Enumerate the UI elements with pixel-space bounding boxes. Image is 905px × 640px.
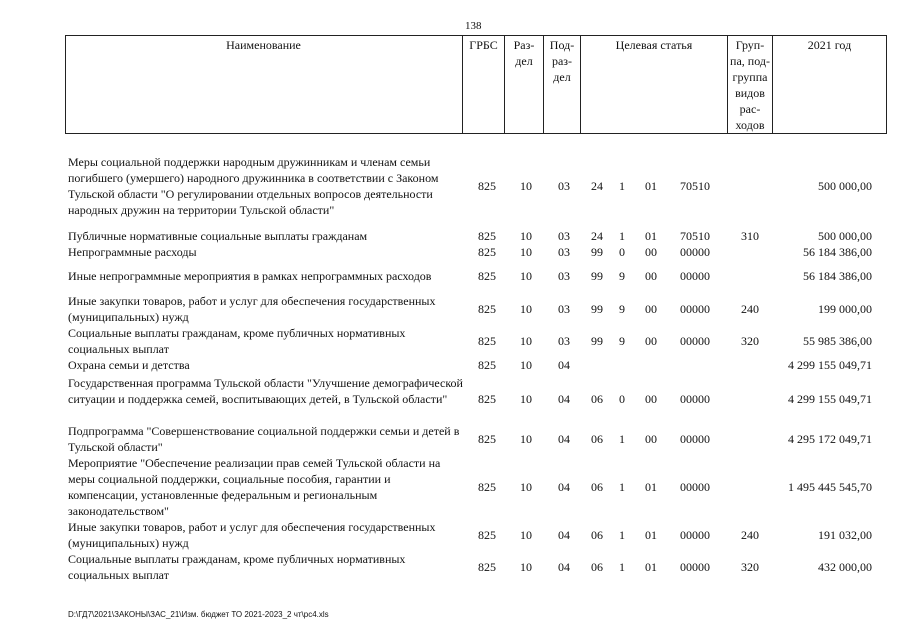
file-path-footer: D:\ГД7\2021\ЗАКОНЫ\ЗАС_21\Изм. бюджет ТО 2021-2023_2 чт\рс4.xls xyxy=(68,610,329,619)
cell-t1: 06 xyxy=(591,392,603,406)
cell-t1: 06 xyxy=(591,528,603,542)
cell-amount: 55 985 386,00 xyxy=(803,334,872,348)
cell-podrazdel: 04 xyxy=(558,392,570,406)
cell-t2: 9 xyxy=(619,334,625,348)
cell-t4: 00000 xyxy=(680,245,710,259)
cell-t2: 1 xyxy=(619,560,625,574)
row-name: Мероприятие "Обеспечение реализации прав семей Тульской области на меры социальной поддержки, социальные пособия, гарантии и компенсации, установленные федеральным и региональным законодательством" xyxy=(68,456,441,518)
cell-podrazdel: 03 xyxy=(558,229,570,243)
cell-t4: 00000 xyxy=(680,432,710,446)
cell-razdel: 10 xyxy=(520,245,532,259)
cell-t4: 00000 xyxy=(680,334,710,348)
cell-amount: 56 184 386,00 xyxy=(803,245,872,259)
cell-grbs: 825 xyxy=(478,302,496,316)
cell-t1: 99 xyxy=(591,302,603,316)
cell-t1: 24 xyxy=(591,229,603,243)
cell-t1: 06 xyxy=(591,480,603,494)
cell-t3: 00 xyxy=(645,432,657,446)
cell-razdel: 10 xyxy=(520,229,532,243)
row-name: Иные непрограммные мероприятия в рамках непрограммных расходов xyxy=(68,269,432,283)
cell-razdel: 10 xyxy=(520,179,532,193)
cell-podrazdel: 04 xyxy=(558,560,570,574)
cell-razdel: 10 xyxy=(520,334,532,348)
row-name: Подпрограмма "Совершенствование социальной поддержки семьи и детей в Тульской области" xyxy=(68,424,460,454)
cell-t2: 1 xyxy=(619,528,625,542)
cell-t4: 00000 xyxy=(680,269,710,283)
cell-t4: 00000 xyxy=(680,560,710,574)
row-name: Социальные выплаты гражданам, кроме публичных нормативных социальных выплат xyxy=(68,552,406,582)
cell-grbs: 825 xyxy=(478,179,496,193)
row-name: Иные закупки товаров, работ и услуг для обеспечения государственных (муниципальных) нужд xyxy=(68,294,436,324)
cell-t2: 9 xyxy=(619,269,625,283)
cell-t1: 99 xyxy=(591,245,603,259)
cell-grbs: 825 xyxy=(478,392,496,406)
cell-grbs: 825 xyxy=(478,560,496,574)
cell-amount: 4 299 155 049,71 xyxy=(788,358,872,372)
cell-t4: 00000 xyxy=(680,528,710,542)
cell-podrazdel: 04 xyxy=(558,528,570,542)
cell-t3: 00 xyxy=(645,245,657,259)
row-name: Непрограммные расходы xyxy=(68,245,197,259)
page-number: 138 xyxy=(465,20,482,32)
cell-razdel: 10 xyxy=(520,269,532,283)
row-name: Охрана семьи и детства xyxy=(68,358,190,372)
cell-t4: 70510 xyxy=(680,229,710,243)
cell-t3: 01 xyxy=(645,560,657,574)
cell-amount: 191 032,00 xyxy=(818,528,872,542)
cell-amount: 4 299 155 049,71 xyxy=(788,392,872,406)
cell-t4: 00000 xyxy=(680,392,710,406)
cell-grbs: 825 xyxy=(478,528,496,542)
header-target: Целевая статья xyxy=(615,38,693,52)
row-name: Иные закупки товаров, работ и услуг для обеспечения государственных (муниципальных) нужд xyxy=(68,520,436,550)
cell-amount: 1 495 445 545,70 xyxy=(788,480,872,494)
cell-t4: 00000 xyxy=(680,480,710,494)
cell-t3: 01 xyxy=(645,179,657,193)
cell-amount: 500 000,00 xyxy=(818,179,872,193)
header-podrazdel: Под- раз- дел xyxy=(549,38,575,84)
cell-t3: 00 xyxy=(645,269,657,283)
cell-podrazdel: 03 xyxy=(558,245,570,259)
cell-t4: 00000 xyxy=(680,302,710,316)
row-name: Социальные выплаты гражданам, кроме публичных нормативных социальных выплат xyxy=(68,326,406,356)
cell-t3: 00 xyxy=(645,334,657,348)
cell-t3: 00 xyxy=(645,302,657,316)
cell-podrazdel: 04 xyxy=(558,358,570,372)
cell-razdel: 10 xyxy=(520,480,532,494)
cell-razdel: 10 xyxy=(520,432,532,446)
header-group: Груп- па, под- группа видов рас- ходов xyxy=(730,38,770,132)
header-top-border xyxy=(65,35,887,36)
cell-t2: 1 xyxy=(619,480,625,494)
cell-grbs: 825 xyxy=(478,334,496,348)
cell-podrazdel: 04 xyxy=(558,480,570,494)
cell-t1: 06 xyxy=(591,432,603,446)
row-name: Публичные нормативные социальные выплаты гражданам xyxy=(68,229,368,243)
cell-group: 320 xyxy=(741,334,759,348)
cell-podrazdel: 03 xyxy=(558,302,570,316)
cell-t3: 01 xyxy=(645,229,657,243)
header-razdel: Раз- дел xyxy=(513,38,535,68)
cell-t2: 1 xyxy=(619,229,625,243)
cell-t2: 9 xyxy=(619,302,625,316)
cell-t2: 0 xyxy=(619,245,625,259)
cell-podrazdel: 03 xyxy=(558,179,570,193)
cell-group: 240 xyxy=(741,528,759,542)
cell-t4: 70510 xyxy=(680,179,710,193)
cell-t3: 01 xyxy=(645,528,657,542)
header-grbs: ГРБС xyxy=(469,38,498,52)
cell-t1: 24 xyxy=(591,179,603,193)
cell-t1: 99 xyxy=(591,334,603,348)
cell-grbs: 825 xyxy=(478,245,496,259)
cell-amount: 432 000,00 xyxy=(818,560,872,574)
cell-grbs: 825 xyxy=(478,229,496,243)
row-name: Государственная программа Тульской области "Улучшение демографической ситуации и поддержка семей, воспитывающих детей, в Тульской области" xyxy=(68,376,463,406)
cell-amount: 199 000,00 xyxy=(818,302,872,316)
cell-grbs: 825 xyxy=(478,269,496,283)
cell-group: 320 xyxy=(741,560,759,574)
cell-t3: 00 xyxy=(645,392,657,406)
cell-amount: 500 000,00 xyxy=(818,229,872,243)
cell-razdel: 10 xyxy=(520,358,532,372)
cell-t1: 99 xyxy=(591,269,603,283)
cell-group: 240 xyxy=(741,302,759,316)
cell-podrazdel: 03 xyxy=(558,334,570,348)
cell-podrazdel: 03 xyxy=(558,269,570,283)
cell-grbs: 825 xyxy=(478,432,496,446)
cell-t3: 01 xyxy=(645,480,657,494)
cell-razdel: 10 xyxy=(520,560,532,574)
cell-t2: 1 xyxy=(619,179,625,193)
header-bottom-border xyxy=(65,133,887,134)
cell-grbs: 825 xyxy=(478,480,496,494)
header-year: 2021 год xyxy=(807,38,852,52)
cell-grbs: 825 xyxy=(478,358,496,372)
header-name: Наименование xyxy=(226,38,301,52)
cell-t2: 1 xyxy=(619,432,625,446)
row-name: Меры социальной поддержки народным дружинникам и членам семьи погибшего (умершего) народного дружинника в соответствии с Законом Тульской области "О регулировании отдельных вопросов деятельности народных дружин на территории Тульской области" xyxy=(68,155,439,217)
cell-group: 310 xyxy=(741,229,759,243)
cell-razdel: 10 xyxy=(520,392,532,406)
header-divider xyxy=(886,35,887,134)
cell-t1: 06 xyxy=(591,560,603,574)
table-header xyxy=(65,35,887,134)
cell-t2: 0 xyxy=(619,392,625,406)
cell-amount: 56 184 386,00 xyxy=(803,269,872,283)
cell-amount: 4 295 172 049,71 xyxy=(788,432,872,446)
cell-podrazdel: 04 xyxy=(558,432,570,446)
cell-razdel: 10 xyxy=(520,528,532,542)
cell-razdel: 10 xyxy=(520,302,532,316)
